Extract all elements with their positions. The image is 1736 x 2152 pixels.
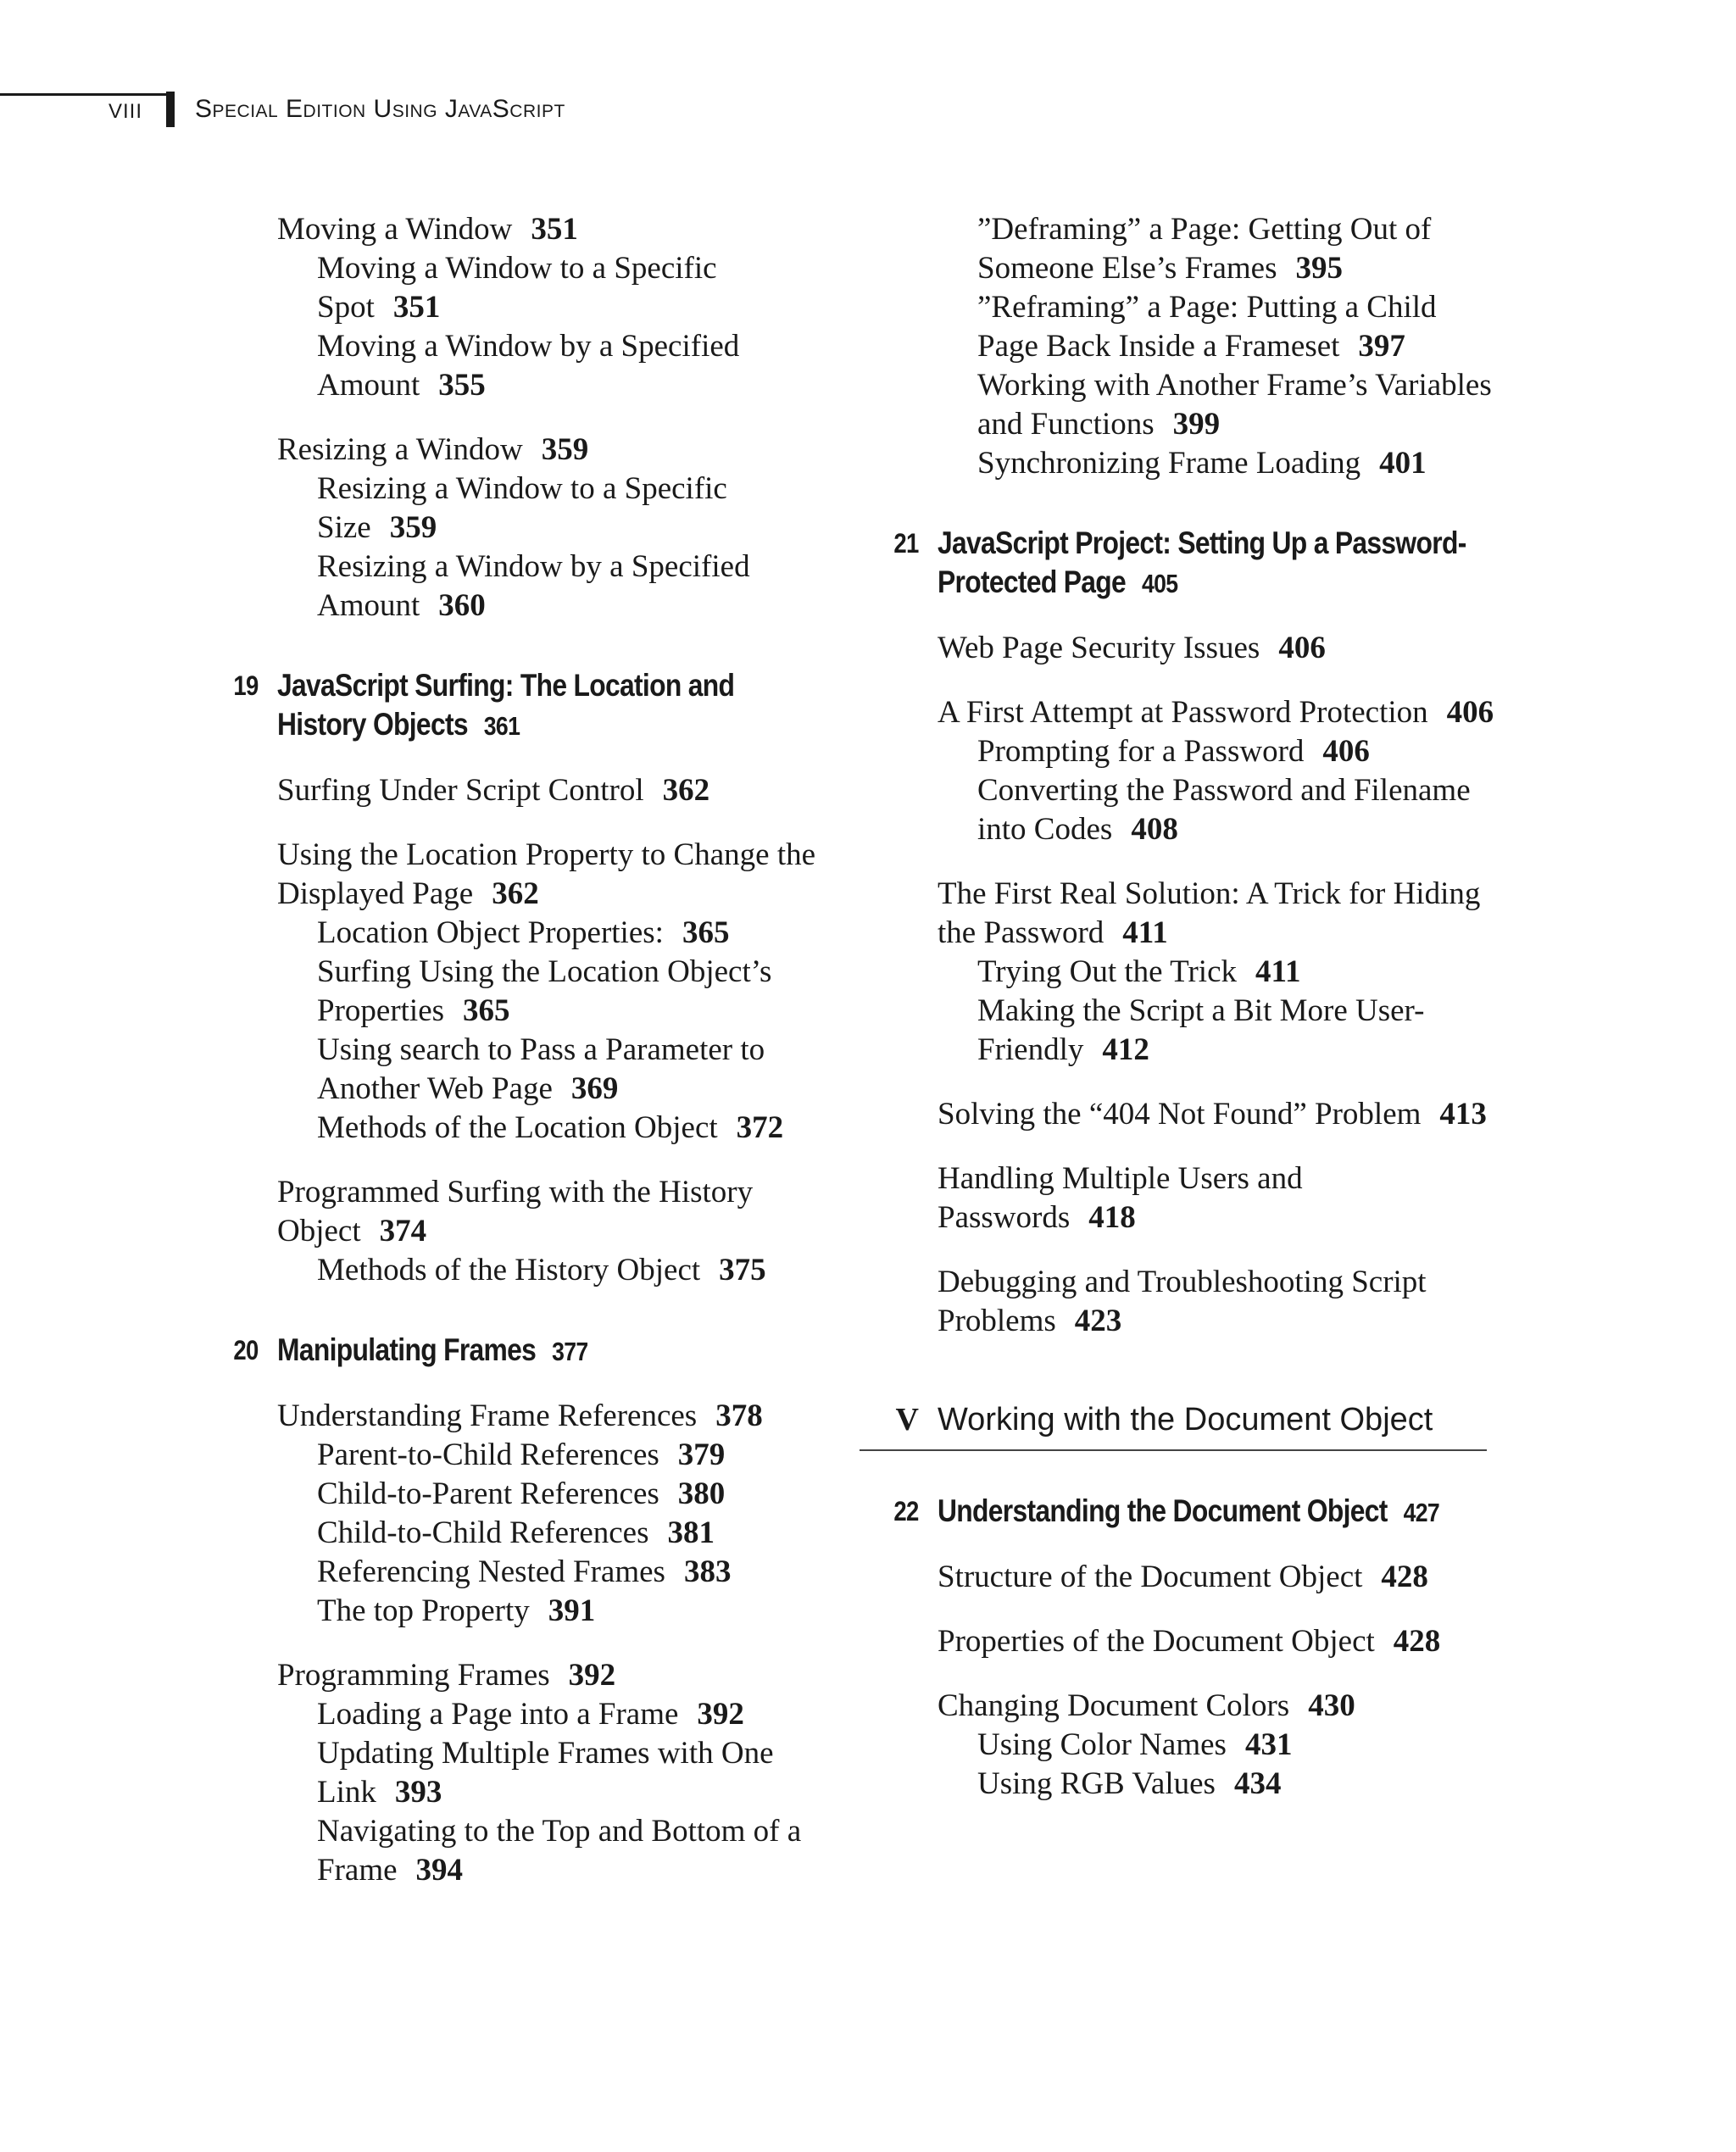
entry-title: Working with Another Frame’s Variables and Functions: [977, 368, 1492, 442]
toc-section-entry: [938, 1622, 1497, 1661]
toc-section-entry: [277, 431, 820, 470]
toc-subsection-entry: [938, 771, 1497, 849]
entry-page-number: 351: [531, 212, 578, 247]
entry-page-number: 369: [570, 1071, 619, 1106]
part-heading: [860, 1400, 1487, 1451]
entry-page-number: 401: [1379, 446, 1427, 481]
entry-title: Programming Frames: [277, 1658, 550, 1693]
entry-page-number: 380: [677, 1476, 726, 1511]
toc-subsection-entry: [277, 914, 820, 953]
entry-title: Structure of the Document Object: [938, 1560, 1363, 1594]
chapter-title: Understanding the Document Object: [938, 1493, 1388, 1528]
entry-title: ”Deframing” a Page: Getting Out of Someone Else’s Frames: [977, 212, 1432, 286]
entry-page-number: 418: [1088, 1200, 1136, 1235]
entry-page-number: 428: [1393, 1624, 1441, 1659]
toc-subsection-entry: [938, 210, 1497, 288]
chapter-number: 21: [893, 528, 919, 559]
part-number: V: [895, 1402, 919, 1437]
entry-title: Understanding Frame References: [277, 1399, 698, 1433]
toc-subsection-entry: [277, 1251, 820, 1290]
entry-title: The top Property: [317, 1593, 530, 1628]
entry-page-number: 378: [715, 1399, 763, 1433]
entry-title: Prompting for a Password: [977, 734, 1305, 769]
toc-subsection-entry: [277, 1514, 820, 1553]
entry-title: Updating Multiple Frames with One Link: [317, 1736, 774, 1810]
entry-title: Programmed Surfing with the History Object: [277, 1175, 754, 1248]
toc-subsection-entry: [277, 1475, 820, 1514]
entry-page-number: 381: [667, 1515, 715, 1550]
chapter-number: 20: [233, 1335, 259, 1365]
toc-section-entry: [938, 693, 1497, 732]
entry-title: Child-to-Parent References: [317, 1476, 659, 1511]
chapter-title: JavaScript Project: Setting Up a Password-Protected Page: [938, 525, 1466, 599]
entry-page-number: 365: [682, 915, 730, 950]
toc-subsection-entry: [938, 992, 1497, 1070]
toc-subsection-entry: [277, 1734, 820, 1812]
chapter-heading: [233, 666, 818, 746]
entry-title: Properties of the Document Object: [938, 1624, 1375, 1659]
chapter-title: Manipulating Frames: [277, 1332, 537, 1367]
entry-title: Trying Out the Trick: [977, 954, 1238, 989]
entry-page-number: 379: [677, 1437, 726, 1472]
entry-title: Using search to Pass a Parameter to Another Web Page: [317, 1032, 765, 1106]
chapter-title: JavaScript Surfing: The Location and History Objects: [277, 668, 735, 742]
entry-page-number: 372: [736, 1110, 784, 1145]
entry-title: A First Attempt at Password Protection: [938, 695, 1428, 730]
entry-page-number: 359: [389, 510, 437, 545]
entry-page-number: 430: [1308, 1688, 1355, 1723]
chapter-page-number: 405: [1141, 569, 1178, 598]
entry-title: Surfing Under Script Control: [277, 773, 644, 808]
entry-title: Moving a Window by a Specified Amount: [317, 329, 740, 403]
toc-section-entry: [938, 1095, 1497, 1134]
toc-section-entry: [938, 1558, 1497, 1597]
entry-page-number: 406: [1278, 631, 1326, 665]
toc-section-entry: [277, 210, 820, 249]
entry-page-number: 394: [415, 1853, 464, 1888]
entry-title: Converting the Password and Filename into Codes: [977, 773, 1471, 847]
toc-subsection-entry: [277, 1695, 820, 1734]
toc-subsection-entry: [277, 1436, 820, 1475]
entry-page-number: 434: [1233, 1766, 1282, 1801]
entry-page-number: 383: [683, 1554, 732, 1589]
toc-section-entry: [277, 1397, 820, 1436]
entry-title: ”Reframing” a Page: Putting a Child Page Back Inside a Frameset: [977, 290, 1437, 364]
part-title: Working with the Document Object: [938, 1402, 1433, 1437]
page-number: VIII: [108, 100, 143, 123]
chapter-heading: [893, 1492, 1495, 1532]
toc-section-entry: [938, 1159, 1497, 1237]
toc-section-entry: [938, 1263, 1497, 1341]
toc-section-entry: [938, 1687, 1497, 1726]
chapter-heading: [893, 524, 1495, 603]
entry-page-number: 392: [568, 1658, 616, 1693]
entry-page-number: 374: [379, 1214, 427, 1248]
chapter-page-number: 377: [552, 1337, 588, 1366]
entry-title: Moving a Window to a Specific Spot: [317, 251, 717, 325]
entry-title: Using RGB Values: [977, 1766, 1216, 1801]
entry-title: Resizing a Window to a Specific Size: [317, 471, 727, 545]
entry-title: Methods of the History Object: [317, 1253, 701, 1287]
entry-title: Debugging and Troubleshooting Script Problems: [938, 1265, 1427, 1338]
toc-section-entry: [938, 875, 1497, 953]
entry-title: Handling Multiple Users and Passwords: [938, 1161, 1303, 1235]
entry-title: Child-to-Child References: [317, 1515, 649, 1550]
entry-page-number: 362: [492, 876, 539, 911]
entry-page-number: 406: [1446, 695, 1494, 730]
entry-title: Surfing Using the Location Object’s Properties: [317, 954, 772, 1028]
toc-left-column: [233, 210, 820, 1890]
entry-title: Loading a Page into a Frame: [317, 1697, 679, 1732]
entry-page-number: 355: [438, 368, 486, 403]
entry-page-number: 423: [1074, 1304, 1122, 1338]
entry-page-number: 365: [463, 993, 510, 1028]
toc-right-column: [893, 210, 1497, 1804]
entry-title: Making the Script a Bit More User-Friendly: [977, 993, 1425, 1067]
toc-subsection-entry: [277, 249, 820, 327]
entry-page-number: 375: [719, 1253, 766, 1287]
entry-title: Synchronizing Frame Loading: [977, 446, 1361, 481]
entry-page-number: 399: [1172, 407, 1221, 442]
toc-subsection-entry: [938, 366, 1497, 444]
toc-subsection-entry: [277, 1592, 820, 1631]
entry-page-number: 362: [662, 773, 710, 808]
entry-title: The First Real Solution: A Trick for Hiding the Password: [938, 876, 1481, 950]
chapter-number: 19: [233, 670, 259, 701]
chapter-page-number: 361: [483, 711, 520, 741]
entry-page-number: 413: [1439, 1097, 1487, 1132]
toc-subsection-entry: [277, 1031, 820, 1109]
toc-section-entry: [277, 1656, 820, 1695]
header-rule: [0, 93, 170, 96]
toc-subsection-entry: [277, 548, 820, 626]
entry-page-number: 392: [697, 1697, 744, 1732]
entry-title: Methods of the Location Object: [317, 1110, 718, 1145]
toc-section-entry: [277, 1173, 820, 1251]
toc-subsection-entry: [938, 953, 1497, 992]
toc-subsection-entry: [277, 1553, 820, 1592]
toc-subsection-entry: [277, 327, 820, 405]
entry-title: Resizing a Window: [277, 432, 523, 467]
toc-subsection-entry: [938, 444, 1497, 483]
entry-title: Changing Document Colors: [938, 1688, 1290, 1723]
header-divider-bar: [166, 92, 175, 127]
toc-subsection-entry: [277, 953, 820, 1031]
entry-page-number: 395: [1295, 251, 1344, 286]
entry-page-number: 360: [438, 588, 486, 623]
entry-page-number: 411: [1122, 915, 1168, 950]
chapter-page-number: 427: [1403, 1498, 1440, 1527]
entry-title: Location Object Properties:: [317, 915, 664, 950]
entry-page-number: 359: [541, 432, 589, 467]
toc-subsection-entry: [277, 1812, 820, 1890]
entry-page-number: 351: [392, 290, 441, 325]
toc-subsection-entry: [938, 1765, 1497, 1804]
entry-title: Parent-to-Child References: [317, 1437, 659, 1472]
entry-title: Web Page Security Issues: [938, 631, 1260, 665]
running-title: Special Edition Using JavaScript: [195, 95, 565, 123]
entry-page-number: 431: [1244, 1727, 1293, 1762]
toc-subsection-entry: [277, 1109, 820, 1148]
entry-page-number: 397: [1358, 329, 1405, 364]
entry-page-number: 411: [1255, 954, 1301, 989]
entry-page-number: 393: [394, 1775, 442, 1810]
entry-page-number: 428: [1381, 1560, 1428, 1594]
chapter-number: 22: [893, 1496, 919, 1526]
entry-page-number: 408: [1131, 812, 1178, 847]
entry-page-number: 412: [1102, 1032, 1149, 1067]
entry-title: Using Color Names: [977, 1727, 1227, 1762]
entry-title: Referencing Nested Frames: [317, 1554, 665, 1589]
toc-section-entry: [277, 771, 820, 810]
entry-title: Moving a Window: [277, 212, 513, 247]
toc-section-entry: [938, 629, 1497, 668]
entry-title: Resizing a Window by a Specified Amount: [317, 549, 750, 623]
chapter-heading: [233, 1331, 818, 1371]
entry-title: Solving the “404 Not Found” Problem: [938, 1097, 1422, 1132]
toc-subsection-entry: [277, 470, 820, 548]
toc-subsection-entry: [938, 288, 1497, 366]
entry-title: Navigating to the Top and Bottom of a Frame: [317, 1814, 802, 1888]
entry-title: Using the Location Property to Change the Displayed Page: [277, 837, 816, 911]
toc-subsection-entry: [938, 732, 1497, 771]
entry-page-number: 391: [548, 1593, 596, 1628]
toc-subsection-entry: [938, 1726, 1497, 1765]
toc-section-entry: [277, 836, 820, 914]
entry-page-number: 406: [1322, 734, 1370, 769]
